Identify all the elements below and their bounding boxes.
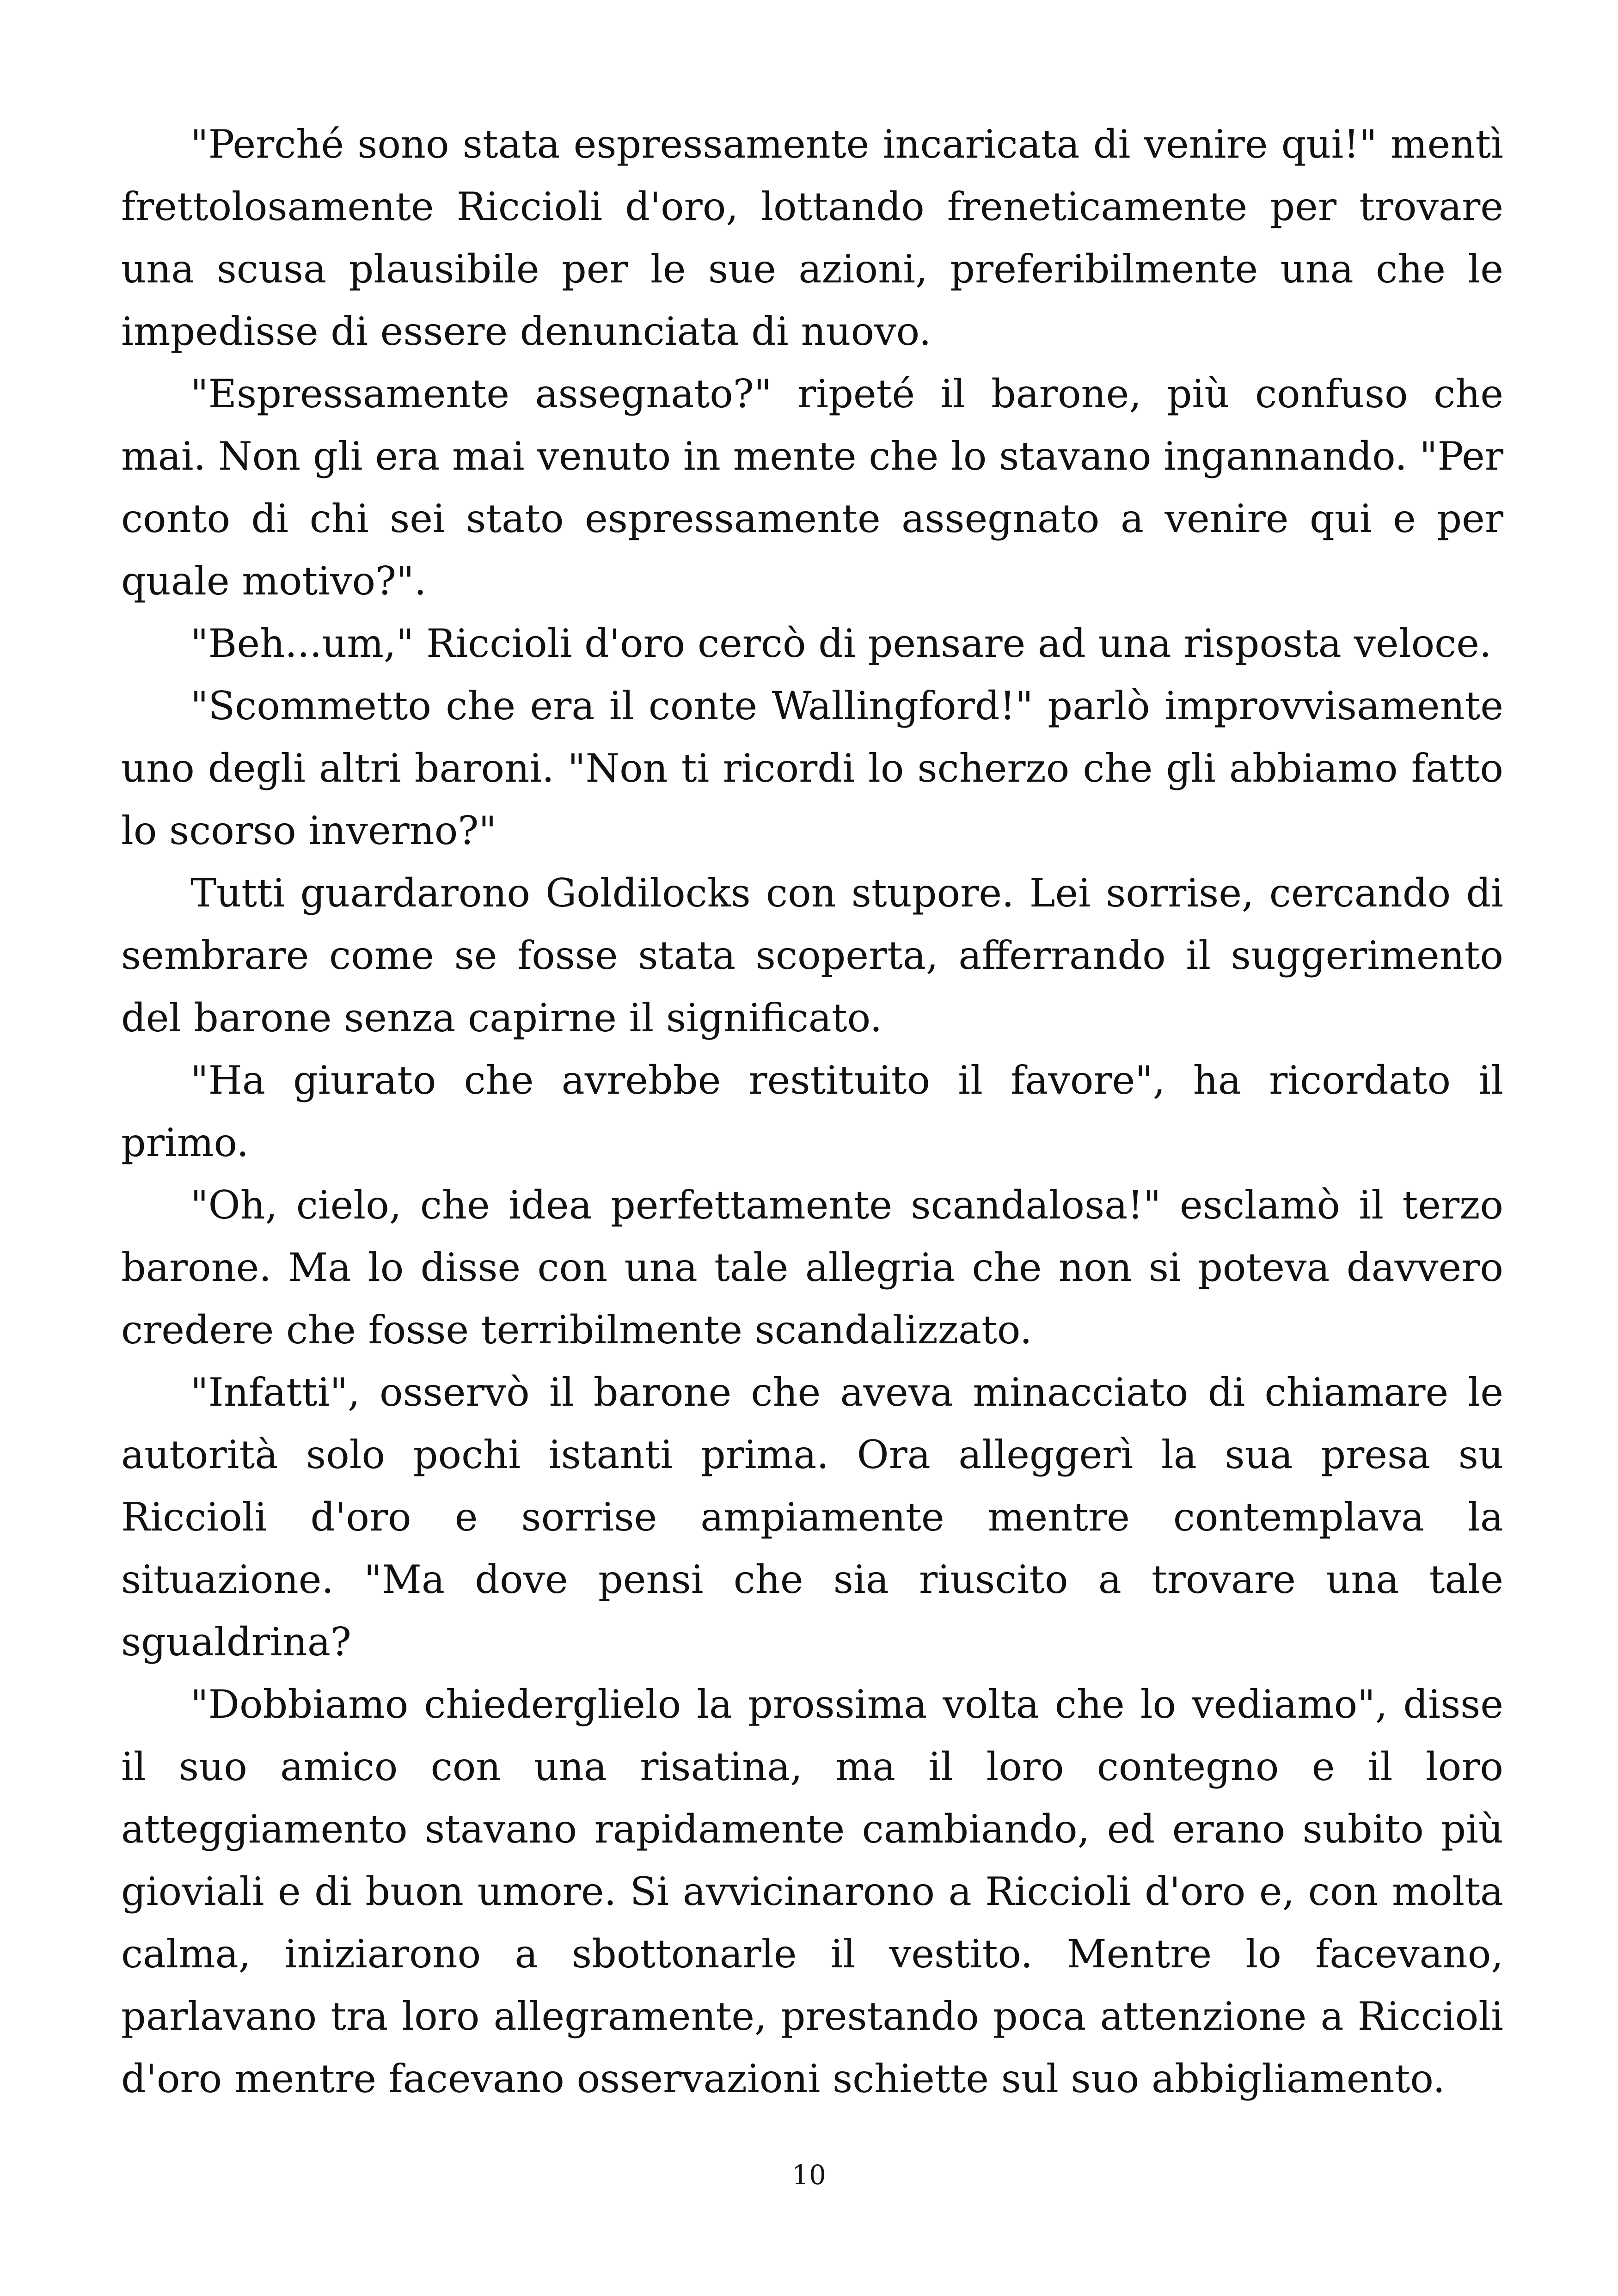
paragraph-8: "Infatti", osservò il barone che aveva minacciato di chiamare le autorità solo pochi istanti prima. Ora alleggerì la sua presa su Riccioli d'oro e sorrise ampiamente mentre contemplava la situazione. "Ma dove pensi che sia riuscito a trovare una tale sgualdrina? <box>121 1370 1503 1665</box>
paragraph-2: "Espressamente assegnato?" ripeté il barone, più confuso che mai. Non gli era mai venuto in mente che lo stavano ingannando. "Per conto di chi sei stato espressamente assegnato a venire qui e per quale motivo?". <box>121 371 1503 604</box>
page-number: 10 <box>792 2159 826 2191</box>
paragraph-3: "Beh...um," Riccioli d'oro cercò di pensare ad una risposta veloce. <box>190 621 1492 666</box>
paragraph-9: "Dobbiamo chiederglielo la prossima volta che lo vediamo", disse il suo amico con una risatina, ma il loro contegno e il loro atteggiamento stavano rapidamente cambiando, ed erano subito più gioviali e di buon umore. Si avvicinarono a Riccioli d'oro e, con molta calma, iniziarono a sbottonarle il vestito. Mentre lo facevano, parlavano tra loro allegramente, prestando poca attenzione a Riccioli d'oro mentre facevano osservazioni schiette sul suo abbigliamento. <box>121 1682 1503 2101</box>
body-text <box>121 113 1503 2110</box>
paragraph-1: "Perché sono stata espressamente incaricata di venire qui!" mentì frettolosamente Riccioli d'oro, lottando freneticamente per trovare una scusa plausibile per le sue azioni, preferibilmente una che le impedisse di essere denunciata di nuovo. <box>121 122 1503 354</box>
paragraph-7: "Oh, cielo, che idea perfettamente scandalosa!" esclamò il terzo barone. Ma lo disse con una tale allegria che non si poteva davvero credere che fosse terribilmente scandalizzato. <box>121 1182 1503 1353</box>
paragraph-6: "Ha giurato che avrebbe restituito il favore", ha ricordato il primo. <box>121 1058 1503 1165</box>
paragraph-4: "Scommetto che era il conte Wallingford!" parlò improvvisamente uno degli altri baroni. "Non ti ricordi lo scherzo che gli abbiamo fatto lo scorso inverno?" <box>121 683 1503 853</box>
paragraph-5: Tutti guardarono Goldilocks con stupore. Lei sorrise, cercando di sembrare come se fosse stata scoperta, afferrando il suggerimento del barone senza capirne il significato. <box>121 870 1503 1041</box>
